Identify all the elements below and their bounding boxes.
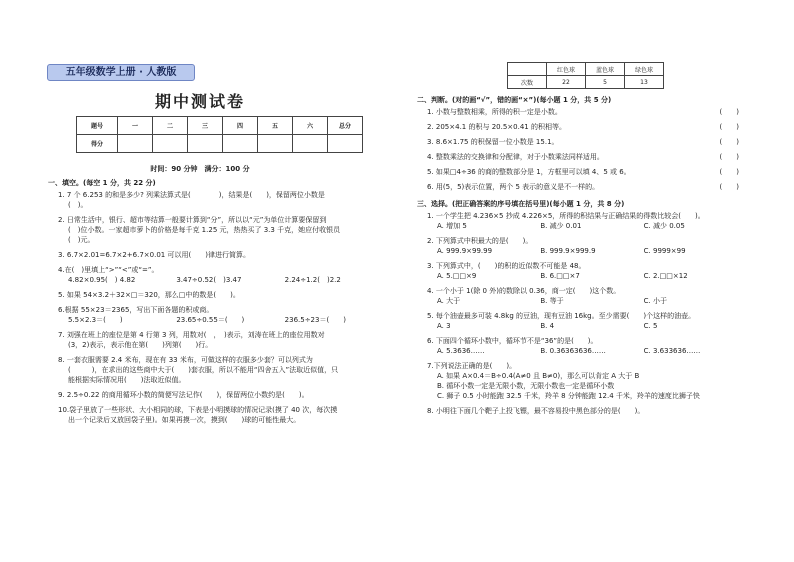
left-column — [48, 176, 393, 425]
table-cell: 五 — [258, 117, 293, 135]
table-cell: 22 — [547, 76, 586, 89]
item: 3.47÷0.52( )3.47 — [176, 276, 242, 284]
grade-badge: 五年级数学上册 · 人教版 — [47, 64, 195, 81]
question-items — [68, 315, 393, 325]
option[interactable]: C. 2.□□×12 — [643, 272, 688, 280]
table-cell: 蓝色球 — [586, 63, 625, 76]
question: 6.根据 55×23＝2365，写出下面各题的积或商。 — [58, 306, 214, 314]
option[interactable]: C. 3.633636…… — [643, 347, 701, 355]
question-line: 出一个记录后又放回袋子里)。如果再摸一次，摸到( )球的可能性最大。 — [68, 416, 301, 424]
table-cell — [508, 63, 547, 76]
table-cell: 题号 — [77, 117, 118, 135]
question: 7.下列说法正确的是( )。 — [427, 362, 517, 370]
option[interactable]: B. 0.36363636…… — [540, 347, 606, 355]
question-line: (3，2)表示，表示他在第( )列第( )行。 — [68, 341, 213, 349]
option[interactable]: A. 增加 5 — [437, 222, 467, 230]
question-line: ( )元。 — [68, 236, 95, 244]
options — [437, 271, 747, 281]
options — [437, 221, 747, 231]
option[interactable]: B. 等于 — [540, 297, 564, 305]
score-input-cell[interactable] — [293, 135, 328, 153]
options — [437, 346, 747, 356]
item: 4.82×0.95( ) 4.82 — [68, 276, 136, 284]
table-row — [508, 76, 664, 89]
option[interactable]: C. 9999×99 — [643, 247, 686, 255]
score-input-cell[interactable] — [328, 135, 363, 153]
table-cell: 得分 — [77, 135, 118, 153]
question: 3. 下列算式中，( )的积的近似数不可能是 48。 — [427, 262, 586, 270]
answer-paren[interactable]: ( ) — [719, 153, 739, 161]
question: 10.袋子里放了一些形状、大小相同的球，下表是小明摸球的情况记录(摸了 40 次，每次摸 — [58, 406, 338, 414]
item: 236.5÷23＝( ) — [284, 316, 346, 324]
table-cell: 一 — [118, 117, 153, 135]
question: 7. 刘强在班上的座位是第 4 行第 3 列，用数对( ， )表示，刘涛在班上的座位用数对 — [58, 331, 325, 339]
question-items — [68, 275, 393, 285]
judge-item: 1. 小数与整数相乘，所得的积一定是小数。 ( ) — [427, 107, 747, 117]
option[interactable]: A. 5.□□×9 — [437, 272, 477, 280]
option[interactable]: A. 大于 — [437, 297, 461, 305]
question: 1. 7 个 6.253 的和是多少? 列乘法算式是( )，结果是( )，保留两位小数是 — [58, 191, 325, 199]
question-line: ( )。 — [68, 201, 88, 209]
option[interactable]: C. 狮子 0.5 小时能跑 32.5 千米，羚羊 8 分钟能跑 12.4 千米，羚羊的速度比狮子快 — [437, 392, 700, 400]
option[interactable]: C. 小于 — [643, 297, 667, 305]
answer-paren[interactable]: ( ) — [719, 138, 739, 146]
right-column — [417, 93, 747, 416]
table-cell: 三 — [188, 117, 223, 135]
table-cell: 红色球 — [547, 63, 586, 76]
question: 4.在( )里填上“>”“<”或“=”。 — [58, 266, 159, 274]
judge-item: 2. 205×4.1 的积与 20.5×0.41 的积相等。 ( ) — [427, 122, 747, 132]
score-input-cell[interactable] — [258, 135, 293, 153]
score-input-cell[interactable] — [188, 135, 223, 153]
option[interactable]: A. 3 — [437, 322, 451, 330]
question: 5. 每个油壶最多可装 4.8kg 的豆油，现有豆油 16kg。至少需要( )个这样的油壶。 — [427, 312, 696, 320]
item: 23.65÷0.55＝( ) — [176, 316, 245, 324]
question-line: ( )，在求出的这些商中大于( )套衣服，所以不能用“四舍五入”法取近似值，只 — [68, 366, 339, 374]
answer-paren[interactable]: ( ) — [719, 183, 739, 191]
options — [437, 321, 747, 331]
table-cell: 六 — [293, 117, 328, 135]
option[interactable]: B. 循环小数一定是无限小数，无限小数也一定是循环小数 — [437, 382, 615, 390]
judge-item: 6. 用(5，5)表示位置，两个 5 表示的意义是不一样的。 ( ) — [427, 182, 747, 192]
section-heading: 三、选择。(把正确答案的序号填在括号里)(每小题 1 分，共 8 分) — [417, 200, 625, 208]
question: 9. 2.5÷0.22 的商用循环小数的简便写法记作( )，保留两位小数约是( )。 — [58, 391, 309, 399]
question: 4. 一个小于 1(除 0 外)的数除以 0.36，商一定( )这个数。 — [427, 287, 621, 295]
item: 5.5×2.3＝( ) — [68, 316, 123, 324]
judge-item: 5. 如果□4÷36 的商的整数部分是 1，方框里可以填 4、5 或 6。 ( ) — [427, 167, 747, 177]
question-line: 能根据实际情况用( )法取近似值。 — [68, 376, 186, 384]
table-row — [508, 63, 664, 76]
item: 2.24÷1.2( )2.2 — [284, 276, 341, 284]
score-input-cell[interactable] — [223, 135, 258, 153]
option[interactable]: B. 6.□□×7 — [540, 272, 580, 280]
options — [437, 296, 747, 306]
table-cell: 13 — [625, 76, 664, 89]
judge-item: 4. 整数乘法的交换律和分配律，对于小数乘法同样适用。 ( ) — [427, 152, 747, 162]
balls-table — [507, 62, 664, 89]
table-cell: 绿色球 — [625, 63, 664, 76]
section-heading: 二、判断。(对的画“√”，错的画“×”)(每小题 1 分，共 5 分) — [417, 96, 612, 104]
judge-item: 3. 8.6×1.75 的积保留一位小数是 15.1。 ( ) — [427, 137, 747, 147]
page-title: 期中测试卷 — [154, 92, 245, 111]
options — [437, 246, 747, 256]
question: 6. 下面四个循环小数中，循环节不是“36”的是( )。 — [427, 337, 598, 345]
option[interactable]: A. 999.9×99.99 — [437, 247, 493, 255]
table-row — [77, 117, 363, 135]
option[interactable]: B. 999.9×999.9 — [540, 247, 596, 255]
option[interactable]: A. 5.3636…… — [437, 347, 485, 355]
table-cell: 次数 — [508, 76, 547, 89]
question: 8. 小明往下面几个靶子上投飞镖，最不容易投中黑色部分的是( )。 — [427, 407, 645, 415]
answer-paren[interactable]: ( ) — [719, 123, 739, 131]
question: 1. 一个学生把 4.236×5 抄成 4.226×5，所得的积结果与正确结果的得数比较会( )。 — [427, 212, 705, 220]
time-line: 时间：90 分钟 满分：100 分 — [150, 165, 250, 173]
option[interactable]: C. 5 — [643, 322, 658, 330]
table-row — [77, 135, 363, 153]
option[interactable]: C. 减少 0.05 — [643, 222, 685, 230]
question: 8. 一套衣服需要 2.4 米布，现在有 33 米布，可做这样的衣服多少套？可以列式为 — [58, 356, 313, 364]
answer-paren[interactable]: ( ) — [719, 108, 739, 116]
question: 2. 日常生活中，银行、超市等结算一般要计算到“分”，所以以“元”为单位计算要保留到 — [58, 216, 327, 224]
score-input-cell[interactable] — [118, 135, 153, 153]
question: 2. 下列算式中积最大的是( )。 — [427, 237, 533, 245]
question-line: ( )位小数。一家超市萝卜的价格是每千克 1.25 元，热热买了 3.3 千克，她应付收银员 — [68, 226, 341, 234]
table-cell: 四 — [223, 117, 258, 135]
table-cell: 总分 — [328, 117, 363, 135]
section-heading: 一、填空。(每空 1 分，共 22 分) — [48, 179, 156, 187]
question: 5. 如果 54×3.2＋32×□＝320，那么□中的数是( )。 — [58, 291, 240, 299]
option[interactable]: A. 如果 A×0.4＝B÷0.4(A≠0 且 B≠0)，那么可以肯定 A 大于 B — [437, 372, 640, 380]
score-table — [76, 116, 363, 153]
table-cell: 二 — [153, 117, 188, 135]
question: 3. 6.7×2.01=6.7×2+6.7×0.01 可以用( )律进行简算。 — [58, 251, 250, 259]
table-cell: 5 — [586, 76, 625, 89]
option[interactable]: B. 4 — [540, 322, 555, 330]
score-input-cell[interactable] — [153, 135, 188, 153]
option[interactable]: B. 减少 0.01 — [540, 222, 582, 230]
answer-paren[interactable]: ( ) — [719, 168, 739, 176]
